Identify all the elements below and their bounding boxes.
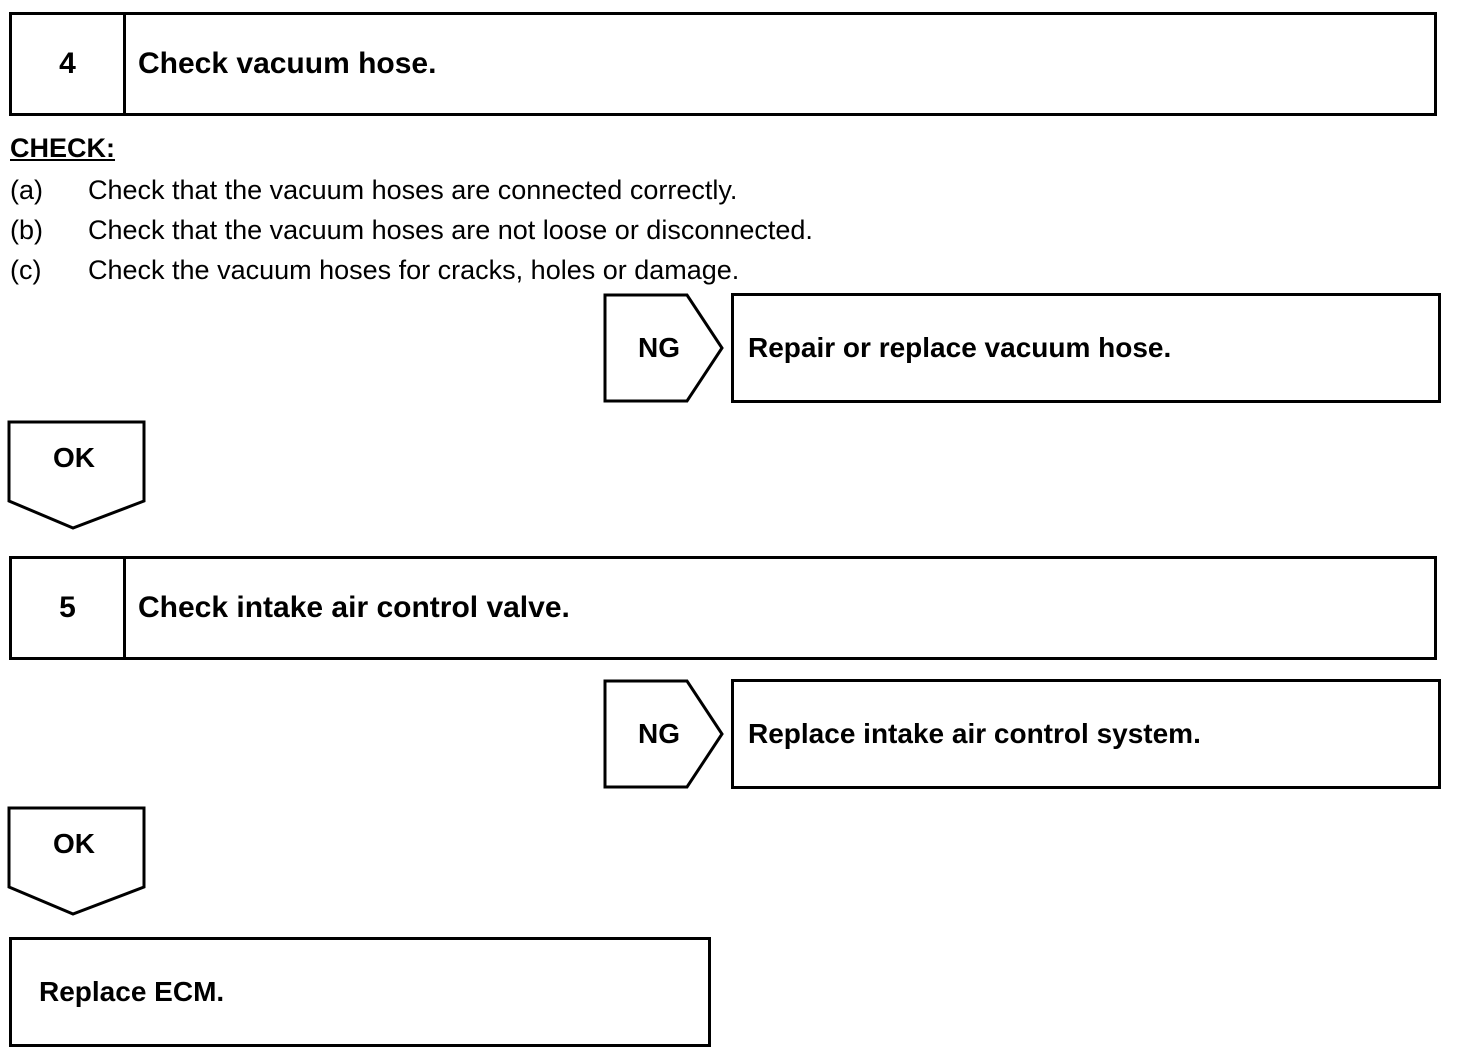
- ng-arrow-2: [603, 679, 725, 789]
- check-heading-colon: :: [106, 133, 116, 163]
- step-4-title: Check vacuum hose.: [138, 47, 437, 80]
- ng-action-text-2: Replace intake air control system.: [748, 718, 1201, 749]
- check-item-a: [10, 171, 813, 211]
- ok-label-1: OK: [53, 442, 95, 473]
- step-5-box: [9, 556, 1437, 660]
- final-action-box: [9, 937, 711, 1047]
- check-item-letter: (c): [10, 255, 42, 285]
- ok-arrow-2: [7, 806, 147, 916]
- final-action-text: Replace ECM.: [39, 976, 225, 1007]
- ng-arrow-1: [603, 293, 725, 403]
- step-5-number: 5: [12, 559, 126, 657]
- ok-arrow-shape: [7, 806, 147, 916]
- ng-action-box-1: [731, 293, 1441, 403]
- step-4-number: 4: [12, 15, 126, 113]
- ok-arrow-1: [7, 420, 147, 530]
- check-list: [10, 171, 813, 291]
- ok-label-2: OK: [53, 828, 95, 859]
- ng-action-text-1: Repair or replace vacuum hose.: [748, 332, 1172, 363]
- check-item-b: [10, 211, 813, 251]
- check-item-text: Check the vacuum hoses for cracks, holes or damage.: [88, 255, 740, 285]
- check-item-letter: (b): [10, 215, 43, 245]
- check-item-c: [10, 251, 813, 291]
- check-heading: [10, 133, 115, 164]
- ng-label-2: NG: [638, 718, 680, 749]
- check-item-text: Check that the vacuum hoses are connected correctly.: [88, 175, 738, 205]
- ng-label-1: NG: [638, 332, 680, 363]
- step-5-title: Check intake air control valve.: [138, 591, 570, 624]
- check-item-text: Check that the vacuum hoses are not loose or disconnected.: [88, 215, 813, 245]
- step-4-box: [9, 12, 1437, 116]
- ok-arrow-shape: [7, 420, 147, 530]
- check-heading-label: CHECK: [10, 133, 107, 163]
- ng-action-box-2: [731, 679, 1441, 789]
- check-item-letter: (a): [10, 175, 43, 205]
